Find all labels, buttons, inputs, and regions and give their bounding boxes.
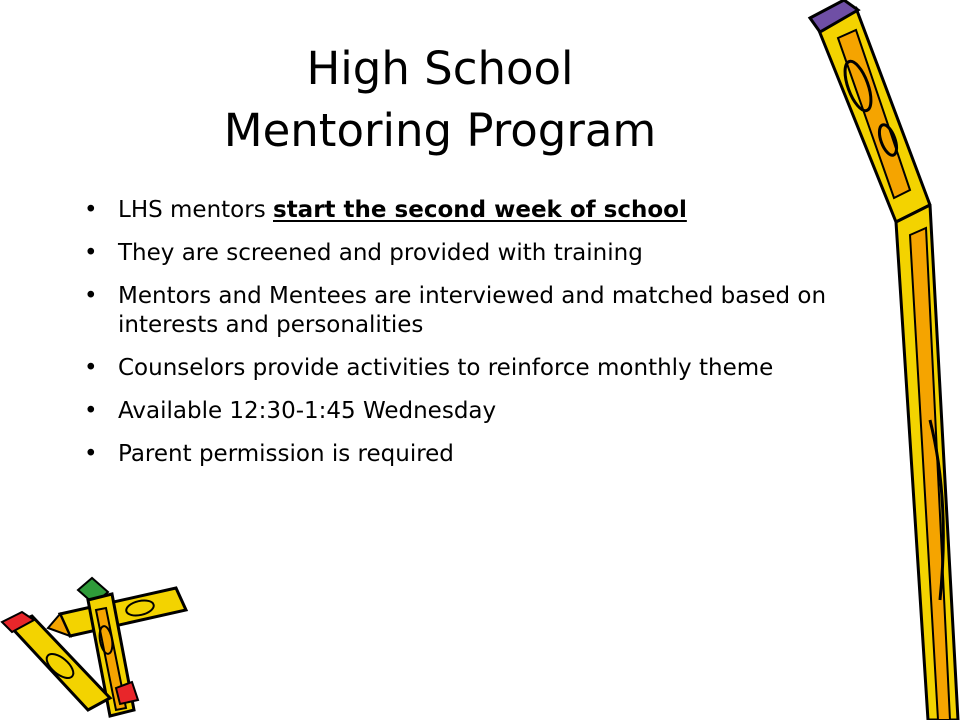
bullet-text: Available 12:30-1:45 Wednesday [118,398,497,424]
bullet-text: Parent permission is required [118,441,454,467]
bullet-list [84,196,884,483]
bullet-dot: • [84,197,98,223]
title-line-2: Mentoring Program [223,104,657,157]
bullet-dot: • [84,355,98,381]
bullet-dot: • [84,240,98,266]
bullet-text: They are screened and provided with training [118,240,643,266]
bullet-item-schedule [84,397,884,426]
pencil-icon [800,0,960,720]
bullet-item-activities [84,354,884,383]
bullet-text: Mentors and Mentees are interviewed and matched based on interests and personalities [118,283,827,338]
bullet-emphasis: start the second week of school [273,197,687,223]
bullet-item-matching [84,282,884,340]
title-line-1: High School [306,42,574,95]
bullet-item-start [84,196,884,225]
bullet-text: Counselors provide activities to reinforce monthly theme [118,355,774,381]
bullet-dot: • [84,283,98,309]
slide-title [100,38,780,162]
bullet-item-screening [84,239,884,268]
bullet-item-permission [84,440,884,469]
bullet-text: LHS mentors [118,197,273,223]
crayons-icon [0,570,200,720]
bullet-dot: • [84,398,98,424]
bullet-dot: • [84,441,98,467]
